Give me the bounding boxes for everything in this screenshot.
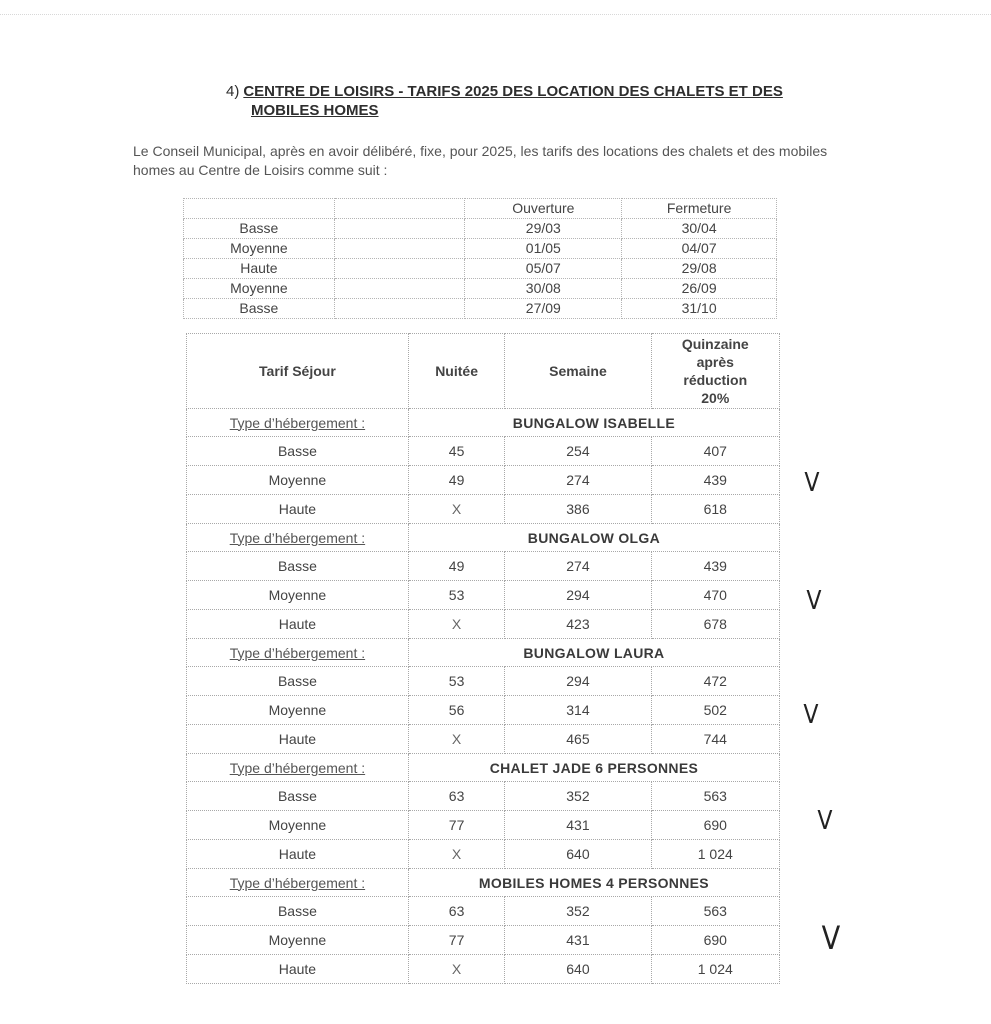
row-season: Basse bbox=[187, 782, 409, 811]
row-fortnight: 439 bbox=[651, 552, 779, 581]
type-label: Type d’hébergement : bbox=[187, 409, 409, 437]
season-gap bbox=[334, 219, 465, 239]
row-season: Moyenne bbox=[187, 811, 409, 840]
section-title-line1: CENTRE DE LOISIRS - TARIFS 2025 DES LOCATION DES CHALETS ET DES bbox=[243, 83, 783, 100]
row-fortnight: 690 bbox=[651, 811, 779, 840]
row-week: 431 bbox=[505, 926, 651, 955]
header-nuitee: Nuitée bbox=[408, 334, 505, 409]
tariff-row bbox=[187, 581, 780, 610]
season-gap bbox=[334, 279, 465, 299]
row-season: Haute bbox=[187, 495, 409, 524]
tariff-row bbox=[187, 667, 780, 696]
row-week: 314 bbox=[505, 696, 651, 725]
row-night: 63 bbox=[408, 782, 505, 811]
season-row bbox=[184, 259, 777, 279]
row-fortnight: 472 bbox=[651, 667, 779, 696]
row-night: 45 bbox=[408, 437, 505, 466]
tariff-row bbox=[187, 725, 780, 754]
season-row bbox=[184, 279, 777, 299]
row-season: Basse bbox=[187, 897, 409, 926]
season-label: Basse bbox=[184, 219, 335, 239]
type-row bbox=[187, 754, 780, 782]
row-season: Moyenne bbox=[187, 581, 409, 610]
section-title-line2: MOBILES HOMES bbox=[251, 102, 379, 119]
row-season: Haute bbox=[187, 725, 409, 754]
row-night: 56 bbox=[408, 696, 505, 725]
season-row bbox=[184, 239, 777, 259]
season-gap bbox=[334, 259, 465, 279]
row-season: Haute bbox=[187, 840, 409, 869]
intro-paragraph: Le Conseil Municipal, après en avoir délibéré, fixe, pour 2025, les tarifs des locations des chalets et des mobiles homes au Centre de Loisirs comme suit : bbox=[133, 143, 828, 178]
handwritten-check-mark: V bbox=[817, 806, 833, 836]
season-open: 05/07 bbox=[465, 259, 622, 279]
row-week: 352 bbox=[505, 782, 651, 811]
tariff-row bbox=[187, 495, 780, 524]
row-fortnight: 690 bbox=[651, 926, 779, 955]
row-week: 294 bbox=[505, 667, 651, 696]
row-week: 274 bbox=[505, 466, 651, 495]
row-fortnight: 563 bbox=[651, 897, 779, 926]
header-quinzaine-line2: après bbox=[696, 354, 734, 370]
row-fortnight: 470 bbox=[651, 581, 779, 610]
row-week: 640 bbox=[505, 955, 651, 984]
row-night: 53 bbox=[408, 667, 505, 696]
season-row bbox=[184, 299, 777, 319]
handwritten-check-mark: V bbox=[803, 700, 819, 730]
season-header-empty bbox=[184, 199, 335, 219]
row-season: Moyenne bbox=[187, 696, 409, 725]
tariff-row bbox=[187, 552, 780, 581]
season-row bbox=[184, 219, 777, 239]
type-name: CHALET JADE 6 PERSONNES bbox=[408, 754, 779, 782]
row-season: Moyenne bbox=[187, 926, 409, 955]
header-quinzaine-line1: Quinzaine bbox=[681, 336, 749, 352]
header-quinzaine bbox=[651, 334, 779, 409]
row-night: 49 bbox=[408, 552, 505, 581]
tariff-row bbox=[187, 811, 780, 840]
tariff-table bbox=[186, 333, 780, 984]
row-week: 254 bbox=[505, 437, 651, 466]
type-name: BUNGALOW LAURA bbox=[408, 639, 779, 667]
row-season: Moyenne bbox=[187, 466, 409, 495]
type-label: Type d’hébergement : bbox=[187, 869, 409, 897]
row-week: 386 bbox=[505, 495, 651, 524]
season-open: 29/03 bbox=[465, 219, 622, 239]
row-week: 640 bbox=[505, 840, 651, 869]
row-night: X bbox=[408, 955, 505, 984]
type-label: Type d’hébergement : bbox=[187, 639, 409, 667]
type-name: BUNGALOW OLGA bbox=[408, 524, 779, 552]
season-gap bbox=[334, 299, 465, 319]
season-dates-table bbox=[183, 198, 777, 319]
type-row bbox=[187, 524, 780, 552]
tariff-row bbox=[187, 926, 780, 955]
row-night: 53 bbox=[408, 581, 505, 610]
season-header-open: Ouverture bbox=[465, 199, 622, 219]
season-open: 01/05 bbox=[465, 239, 622, 259]
section-heading bbox=[226, 82, 866, 120]
row-week: 352 bbox=[505, 897, 651, 926]
handwritten-check-mark: V bbox=[804, 468, 820, 498]
season-open: 30/08 bbox=[465, 279, 622, 299]
season-header-close: Fermeture bbox=[622, 199, 777, 219]
row-night: X bbox=[408, 610, 505, 639]
tariff-row bbox=[187, 897, 780, 926]
row-week: 431 bbox=[505, 811, 651, 840]
row-season: Basse bbox=[187, 437, 409, 466]
season-close: 31/10 bbox=[622, 299, 777, 319]
season-close: 29/08 bbox=[622, 259, 777, 279]
header-quinzaine-line4: 20% bbox=[701, 390, 730, 406]
row-fortnight: 744 bbox=[651, 725, 779, 754]
row-night: 77 bbox=[408, 811, 505, 840]
row-fortnight: 407 bbox=[651, 437, 779, 466]
type-name: BUNGALOW ISABELLE bbox=[408, 409, 779, 437]
type-row bbox=[187, 409, 780, 437]
row-fortnight: 502 bbox=[651, 696, 779, 725]
row-night: X bbox=[408, 495, 505, 524]
type-row bbox=[187, 639, 780, 667]
tariff-header-row bbox=[187, 334, 780, 409]
row-night: 49 bbox=[408, 466, 505, 495]
handwritten-check-mark: V bbox=[821, 919, 841, 957]
row-season: Basse bbox=[187, 667, 409, 696]
season-close: 04/07 bbox=[622, 239, 777, 259]
season-label: Moyenne bbox=[184, 279, 335, 299]
type-label: Type d’hébergement : bbox=[187, 524, 409, 552]
type-row bbox=[187, 869, 780, 897]
tariff-row bbox=[187, 840, 780, 869]
season-label: Moyenne bbox=[184, 239, 335, 259]
row-season: Haute bbox=[187, 955, 409, 984]
tariff-row bbox=[187, 782, 780, 811]
tariff-row bbox=[187, 955, 780, 984]
season-header-row bbox=[184, 199, 777, 219]
type-label: Type d’hébergement : bbox=[187, 754, 409, 782]
row-season: Basse bbox=[187, 552, 409, 581]
season-gap bbox=[334, 239, 465, 259]
row-night: X bbox=[408, 725, 505, 754]
season-label: Basse bbox=[184, 299, 335, 319]
season-close: 30/04 bbox=[622, 219, 777, 239]
row-week: 294 bbox=[505, 581, 651, 610]
row-night: 63 bbox=[408, 897, 505, 926]
tariff-row bbox=[187, 437, 780, 466]
row-fortnight: 563 bbox=[651, 782, 779, 811]
handwritten-check-mark: V bbox=[806, 586, 822, 616]
season-header-gap bbox=[334, 199, 465, 219]
header-tarif-sejour: Tarif Séjour bbox=[187, 334, 409, 409]
row-night: 77 bbox=[408, 926, 505, 955]
tariff-row bbox=[187, 610, 780, 639]
row-fortnight: 678 bbox=[651, 610, 779, 639]
row-fortnight: 439 bbox=[651, 466, 779, 495]
type-name: MOBILES HOMES 4 PERSONNES bbox=[408, 869, 779, 897]
season-open: 27/09 bbox=[465, 299, 622, 319]
season-label: Haute bbox=[184, 259, 335, 279]
header-quinzaine-line3: réduction bbox=[683, 372, 748, 388]
row-fortnight: 1 024 bbox=[651, 840, 779, 869]
row-fortnight: 618 bbox=[651, 495, 779, 524]
row-night: X bbox=[408, 840, 505, 869]
header-semaine: Semaine bbox=[505, 334, 651, 409]
row-week: 274 bbox=[505, 552, 651, 581]
tariff-row bbox=[187, 696, 780, 725]
scan-edge-line bbox=[0, 14, 991, 15]
row-fortnight: 1 024 bbox=[651, 955, 779, 984]
row-season: Haute bbox=[187, 610, 409, 639]
row-week: 423 bbox=[505, 610, 651, 639]
tariff-row bbox=[187, 466, 780, 495]
row-week: 465 bbox=[505, 725, 651, 754]
section-number: 4) bbox=[226, 83, 240, 100]
season-close: 26/09 bbox=[622, 279, 777, 299]
